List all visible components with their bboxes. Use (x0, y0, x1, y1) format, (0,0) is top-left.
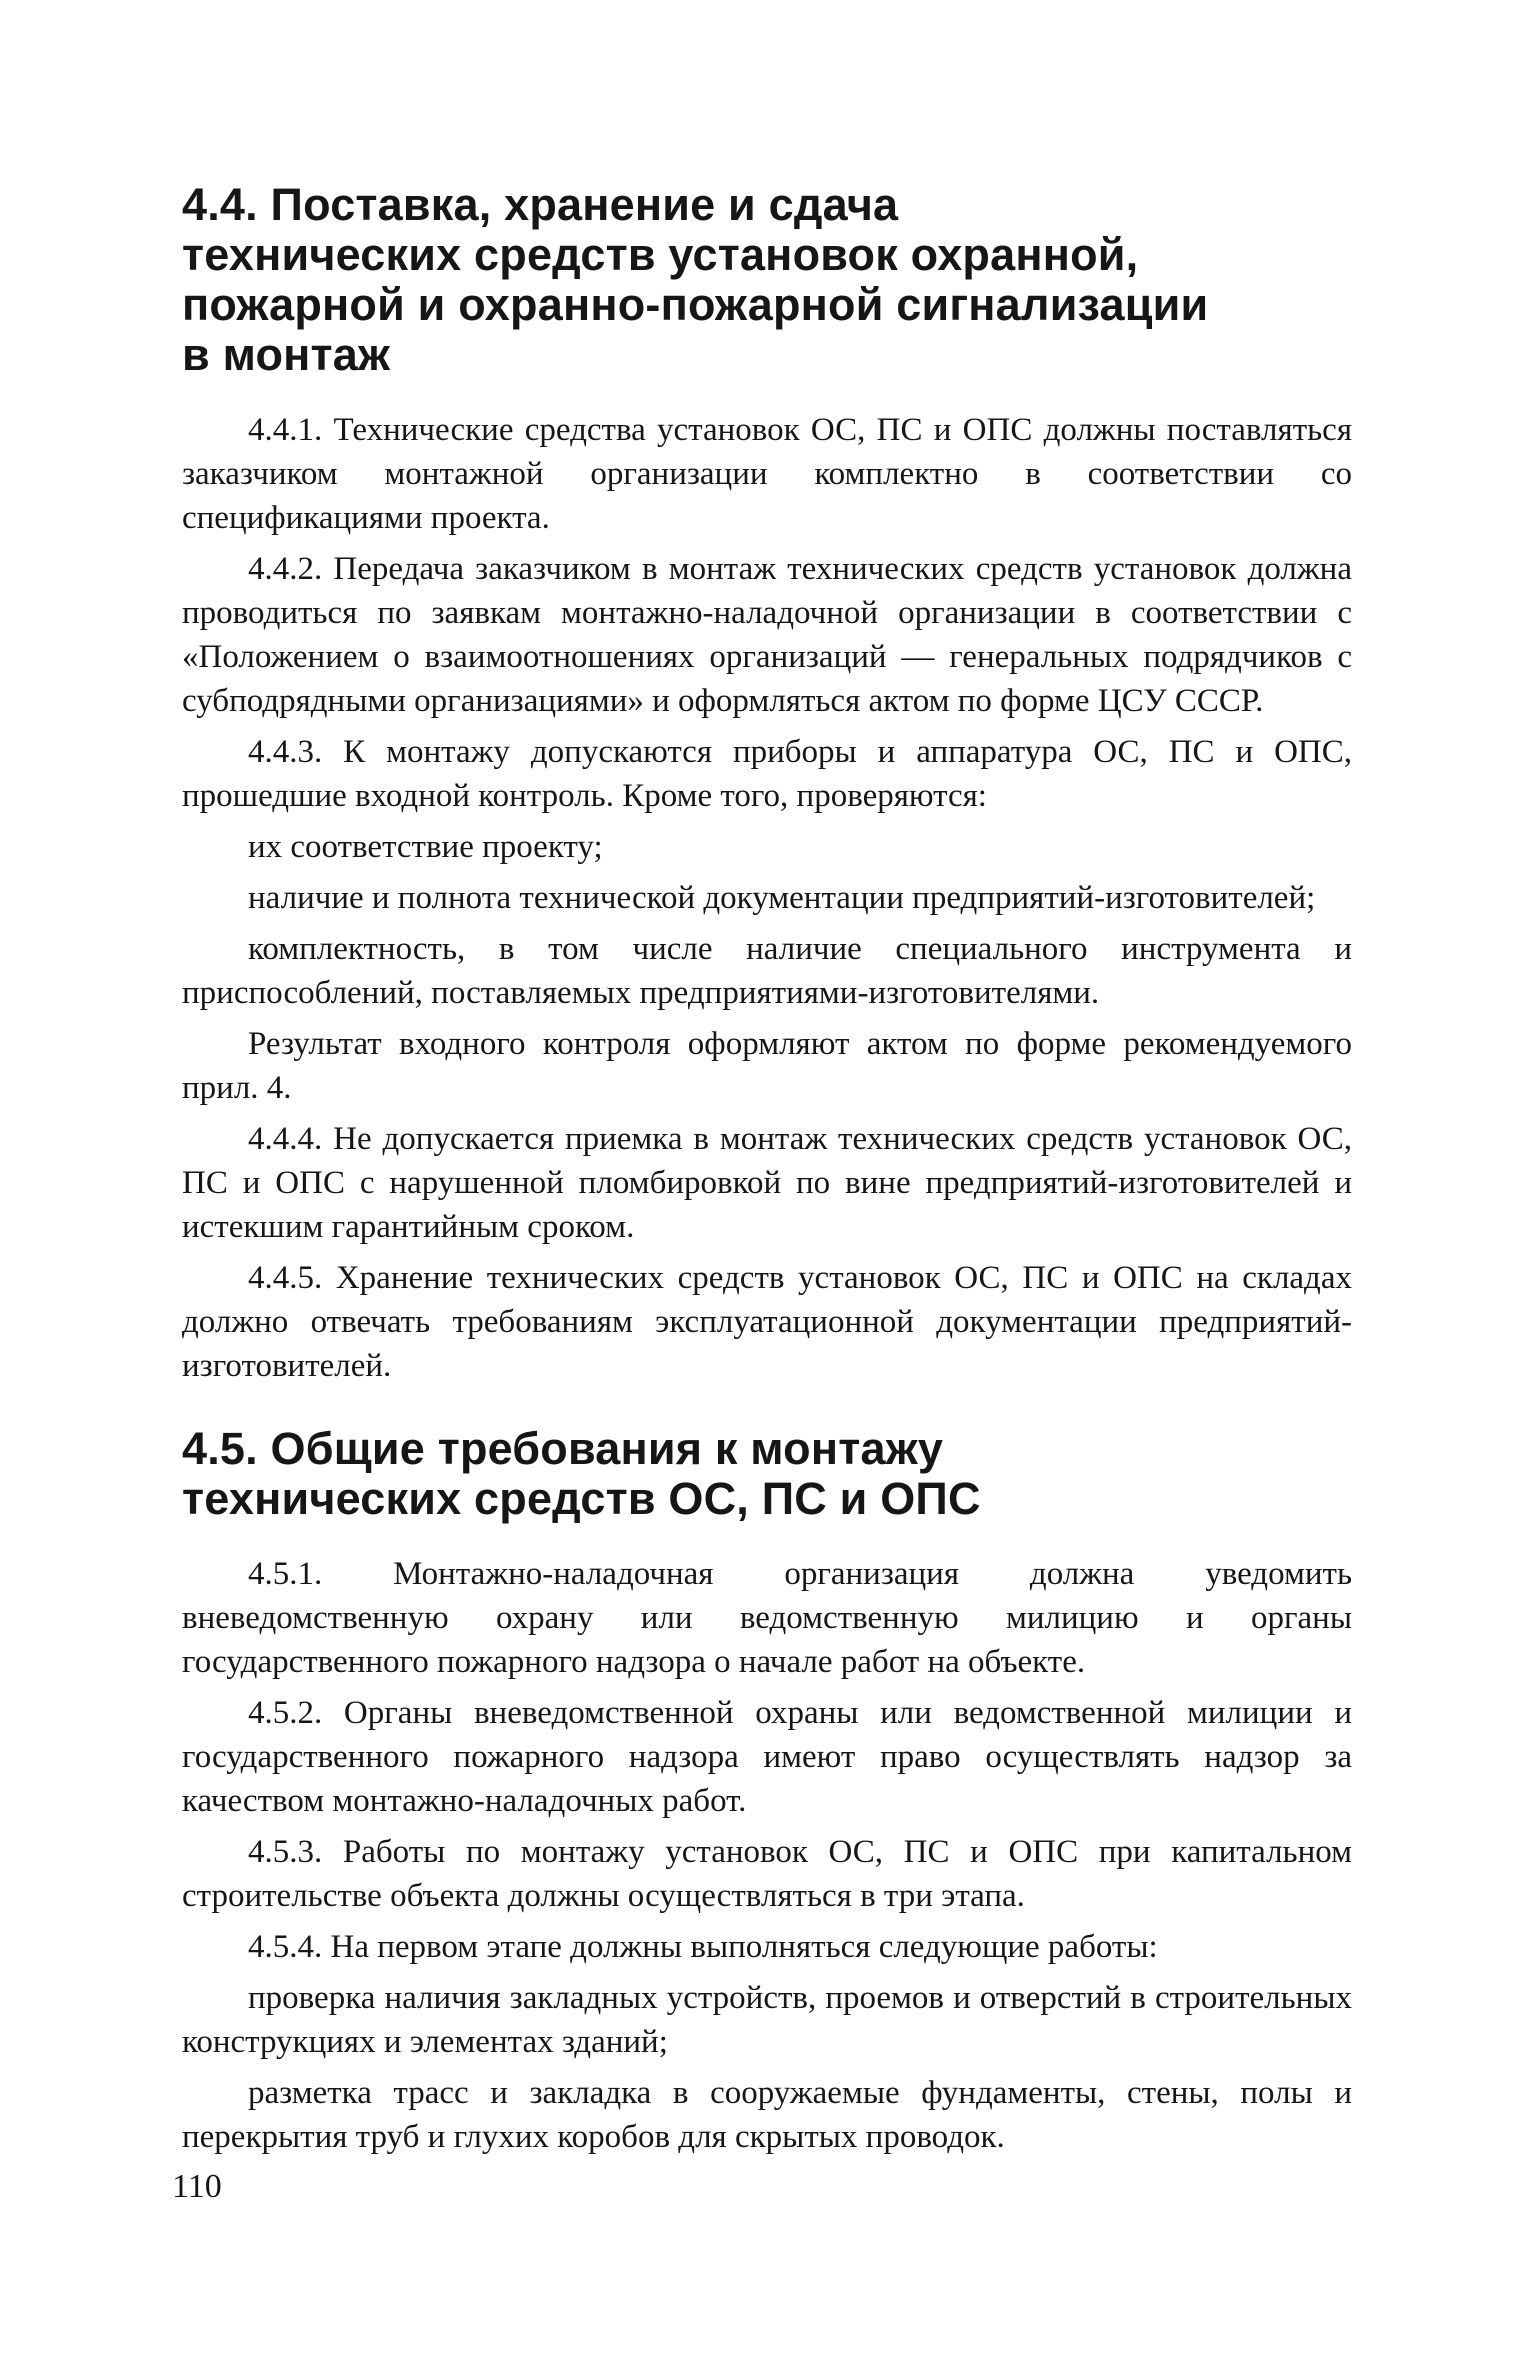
section-4-4 (182, 180, 1352, 1388)
paragraph-4-4-4: 4.4.4. Не допускается приемка в монтаж технических средств установок ОС, ПС и ОПС с нарушенной пломбировкой по вине предприятий-изготовителей и истекшим гарантийным сроком. (182, 1121, 1352, 1245)
heading-line: 4.5. Общие требования к монтажу (182, 1423, 944, 1474)
heading-line: 4.4. Поставка, хранение и сдача (182, 179, 899, 230)
paragraph-input-control-result: Результат входного контроля оформляют актом по форме рекомендуемого прил. 4. (182, 1026, 1352, 1106)
paragraph-4-4-3: 4.4.3. К монтажу допускаются приборы и аппаратура ОС, ПС и ОПС, прошедшие входной контроль. Кроме того, проверяются: (182, 734, 1352, 814)
list-item: наличие и полнота технической документации предприятий-изготовителей; (248, 880, 1316, 916)
list-item: проверка наличия закладных устройств, проемов и отверстий в строительных конструкциях и элементах зданий; (182, 1980, 1352, 2060)
paragraph-4-5-1: 4.5.1. Монтажно-наладочная организация должна уведомить вневедомственную охрану или ведомственную милицию и органы государственного пожарного надзора о начале работ на объекте. (182, 1556, 1352, 1680)
heading-line: технических средств ОС, ПС и ОПС (182, 1473, 981, 1524)
section-4-4-heading (182, 180, 1352, 380)
page-content (182, 180, 1352, 2166)
paragraph-4-4-1: 4.4.1. Технические средства установок ОС, ПС и ОПС должны поставляться заказчиком монтажной организации комплектно в соответствии со спецификациями проекта. (182, 412, 1352, 536)
heading-line: пожарной и охранно-пожарной сигнализации (182, 279, 1209, 330)
section-4-5-heading (182, 1424, 1352, 1524)
paragraph-4-4-5: 4.4.5. Хранение технических средств установок ОС, ПС и ОПС на складах должно отвечать требованиям эксплуатационной документации предприятий-изготовителей. (182, 1260, 1352, 1384)
section-4-5-body (182, 1552, 1352, 2159)
section-4-5 (182, 1424, 1352, 2159)
page-number: 110 (172, 2168, 222, 2205)
paragraph-4-5-2: 4.5.2. Органы вневедомственной охраны или ведомственной милиции и государственного пожарного надзора имеют право осуществлять надзор за качеством монтажно-наладочных работ. (182, 1695, 1352, 1819)
paragraph-4-5-4: 4.5.4. На первом этапе должны выполняться следующие работы: (248, 1929, 1158, 1965)
paragraph-4-5-3: 4.5.3. Работы по монтажу установок ОС, ПС и ОПС при капитальном строительстве объекта должны осуществляться в три этапа. (182, 1834, 1352, 1914)
section-4-4-body (182, 408, 1352, 1388)
heading-line: в монтаж (182, 329, 391, 380)
list-item: разметка трасс и закладка в сооружаемые фундаменты, стены, полы и перекрытия труб и глухих коробов для скрытых проводок. (182, 2075, 1352, 2155)
paragraph-4-4-2: 4.4.2. Передача заказчиком в монтаж технических средств установок должна проводиться по заявкам монтажно-наладочной организации в соответствии с «Положением о взаимоотношениях организаций — генеральных подрядчиков с субподрядными организациями» и оформляться актом по форме ЦСУ СССР. (182, 551, 1352, 719)
list-item: комплектность, в том числе наличие специального инструмента и приспособлений, поставляемых предприятиями-изготовителями. (182, 931, 1352, 1011)
list-item: их соответствие проекту; (248, 829, 603, 865)
heading-line: технических средств установок охранной, (182, 229, 1139, 280)
